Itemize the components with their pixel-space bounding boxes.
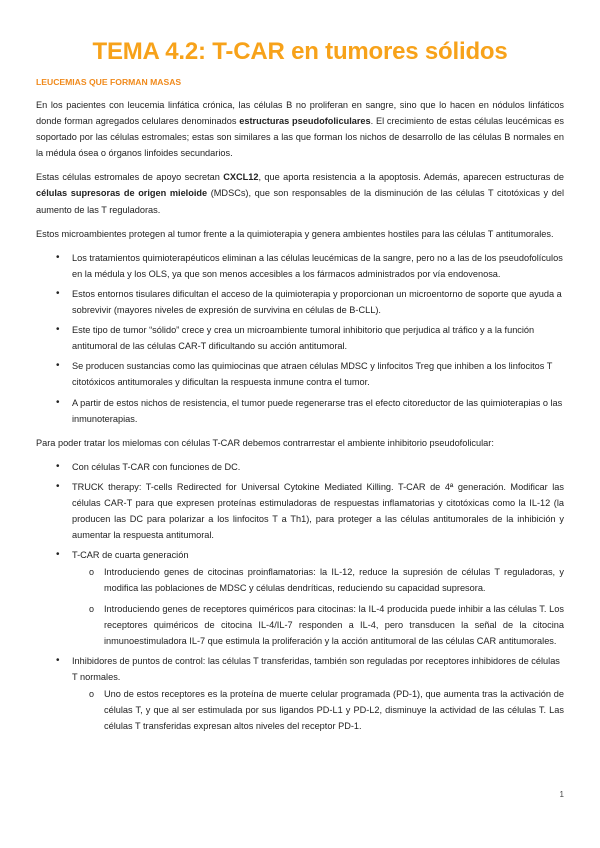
- list-item: • A partir de estos nichos de resistencia, el tumor puede regenerarse tras el efecto citoreductor de las quimioterapias o las inmunoterapias.: [36, 395, 564, 427]
- list-item: • Los tratamientos quimioterapéuticos eliminan a las células leucémicas de la sangre, pero no a las de los pseudofolículos en la médula y los OLS, ya que son menos accesibles a los fármacos administrados por vía endovenosa.: [36, 250, 564, 282]
- list-item: [36, 653, 564, 734]
- list-item-label: Inhibidores de puntos de control: las células T transferidas, también son reguladas por receptores inhibidores de células T normales.: [72, 655, 560, 682]
- list-item: • Este tipo de tumor “sólido” crece y crea un microambiente tumoral inhibitorio que perjudica al tráfico y a la función antitumoral de las células CAR-T dificultando su acción antitumoral.: [36, 322, 564, 354]
- sub-list-2: [72, 686, 564, 734]
- paragraph-2-bold-mdsc: células supresoras de origen mieloide: [36, 188, 208, 199]
- list-item: • Se producen sustancias como las quimiocinas que atraen células MDSC y linfocitos Treg que inhiben a los linfocitos T citotóxicos antitumorales y dificultan la respuesta inmune contra el tumor.: [36, 358, 564, 390]
- section-heading: LEUCEMIAS QUE FORMAN MASAS: [36, 77, 182, 87]
- paragraph-1-text-c: . El crecimiento de estas células leucémicas es soportado por las células estromales; estas son similares a las que forman los nichos de desarrollo de las células B normales en la médula ósea o órganos linfoides secundarios.: [36, 116, 565, 159]
- list-item: [36, 547, 564, 649]
- document-body: [36, 97, 564, 738]
- bullet-list-1: [36, 250, 564, 427]
- sub-list-item: o Uno de estos receptores es la proteína de muerte celular programada (PD-1), que aumenta tras la activación de células T, y que al ser estimulada por sus ligandos PD-L1 y PD-L2, disminuye la actividad de las células T. Las células T transferidas expresan altos niveles del receptor PD-1.: [72, 686, 564, 734]
- sub-list-1: [72, 564, 564, 648]
- page-title: TEMA 4.2: T-CAR en tumores sólidos: [92, 38, 508, 65]
- list-item-label: T-CAR de cuarta generación: [72, 550, 189, 561]
- sub-list-item: o Introduciendo genes de citocinas proinflamatorias: la IL-12, reduce la supresión de células T reguladoras, y modifica las poblaciones de MDSC y células dendríticas, reduciendo su capacidad supresora.: [72, 564, 564, 596]
- paragraph-2: [36, 169, 564, 217]
- paragraph-1-bold: estructuras pseudofoliculares: [239, 116, 371, 127]
- list-item: • TRUCK therapy: T-cells Redirected for Universal Cytokine Mediated Killing. T-CAR de 4ª generación. Modificar las células CAR-T para que expresen proteínas estimuladoras de respuestas inflamatorias y citotóxicas como la IL-12 (la producen las DC para polarizar a los linfocitos T a Th1), para proteger a las células antitumorales de la inhibición y aumentar la respuesta antitumoral.: [36, 479, 564, 543]
- page-number: 1: [559, 790, 564, 799]
- paragraph-3: Estos microambientes protegen al tumor frente a la quimioterapia y genera ambientes hostiles para las células T antitumorales.: [36, 228, 554, 239]
- paragraph-2-text-a: Estas células estromales de apoyo secretan: [36, 172, 224, 183]
- paragraph-1-text-a: En los pacientes con leucemia linfática crónica, las células B no proliferan en sangre, sino que lo hacen en nódulos linfáticos donde forman agregados celulares denominados: [36, 100, 564, 127]
- paragraph-2-text-e: (MDSCs), que son responsables de la disminución de las células T citotóxicas y del aumento de las T reguladoras.: [36, 188, 564, 215]
- list-item: • Estos entornos tisulares dificultan el acceso de la quimioterapia y proporcionan un microentorno de soporte que ayuda a sobrevivir (mayores niveles de expresión de survivina en células de B-CLL).: [36, 286, 564, 318]
- paragraph-1: [36, 97, 564, 161]
- list-item: • Con células T-CAR con funciones de DC.: [36, 459, 564, 475]
- sub-list-item: o Introduciendo genes de receptores quiméricos para citocinas: la IL-4 producida puede inhibir a las células T. Los receptores quiméricos de citocina IL-4/IL-7 responden a IL-4, pero transducen la señal de la citocina inmunoestimuladora IL-7 que estimula la proliferación y la acción antitumoral de las células CAR antitumorales.: [72, 601, 564, 649]
- paragraph-2-bold-cxcl12: CXCL12: [223, 172, 259, 183]
- paragraph-2-text-c: , que aporta resistencia a la apoptosis. Además, aparecen estructuras de: [258, 172, 564, 183]
- paragraph-4: Para poder tratar los mielomas con células T-CAR debemos contrarrestar el ambiente inhibitorio pseudofolicular:: [36, 437, 494, 448]
- bullet-list-2: [36, 459, 564, 735]
